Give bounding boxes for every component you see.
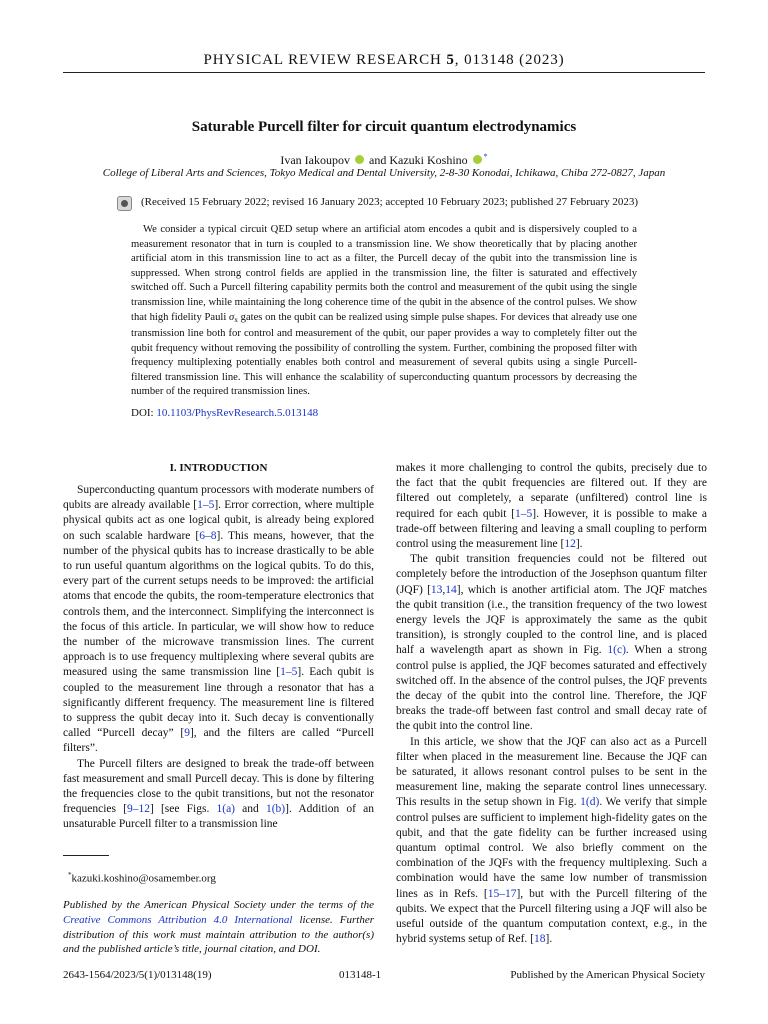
paragraph: In this article, we show that the JQF can also act as a Purcell filter when placed in the measurement line. Because the JQF can be saturated, it allows resonant control pulses to be sent in the measurement line, making the separate control lines unnecessary. This results in the setup shown in Fig. 1(d). We verify that simple control pulses are sufficient to implement high-fidelity gates on the qubit, and that the gate fidelity can be further increased using quantum optimal control. We also briefly comment on the combination of the JQFs with the frequency multiplexing. Such a combination would have the same low number of transmission lines as in Refs. [15–17], but with the Purcell filtering of the qubits. We expect that the Purcell filtering using a JQF will also be useful outside of the quantum computation context, e.g., in the hybrid systems setup of Ref. [18]. xyxy=(396,735,708,946)
orcid-icon[interactable] xyxy=(355,155,364,164)
citation-link[interactable]: 1(b) xyxy=(265,803,286,816)
doi-line xyxy=(131,407,318,419)
paragraph: The Purcell filters are designed to break the trade-off between fast measurement and small Purcell decay. This is done by filtering the frequencies close to the qubit transitions, but not the resonator frequencies [9–12] [see Figs. 1(a) and 1(b)]. Addition of an unsaturable Purcell filter to a transmission line xyxy=(63,757,374,831)
citation-link[interactable]: 1–5 xyxy=(280,666,298,679)
citation-link[interactable]: 1(a) xyxy=(216,803,236,816)
footnote xyxy=(68,871,216,885)
abstract xyxy=(131,223,637,400)
paragraph: Superconducting quantum processors with moderate numbers of qubits are already available [1–5]. Error correction, where multiple physical qubits act as one logical qubit, is already being explored on such scalable hardware [6–8]. This means, however, that the number of the physical qubits has to increase drastically to be able to run useful quantum algorithms on the logical qubits. To do this, every part of the current setups needs to be improved: the artificial atoms that encode the qubits, the room-temperature electronics that controls them, and the interconnect. Simplifying the interconnect is the focus of this article. In particular, we will show how to reduce the number of the microwave transmission lines. The current approach is to use frequency multiplexing where several qubits are measured using the same transmission line [1–5]. Each qubit is coupled to the measurement line through a resonator that has a significantly different frequency. The measurement line is filtered to suppress the qubit decay into it. Such decay is conventionally called “Purcell decay” [9], and the filters are called “Purcell filters”. xyxy=(63,484,374,755)
citation-link[interactable]: 9 xyxy=(184,727,190,740)
journal-header xyxy=(0,52,768,69)
orcid-icon[interactable] xyxy=(473,155,482,164)
citation-link[interactable]: 9–12 xyxy=(126,803,150,816)
journal-volume: 5 xyxy=(446,52,455,68)
author-name[interactable]: Kazuki Koshino xyxy=(389,153,468,167)
citation-link[interactable]: 13 xyxy=(430,583,443,596)
header-rule xyxy=(63,72,705,73)
sigma-symbol: σ xyxy=(229,311,235,323)
author-name[interactable]: Ivan Iakoupov xyxy=(280,153,350,167)
footnote-mark[interactable]: * xyxy=(483,152,488,161)
author-conjunction: and xyxy=(369,153,387,167)
citation-link[interactable]: 15–17 xyxy=(487,887,517,900)
received-dates: (Received 15 February 2022; revised 16 January 2023; accepted 10 February 2023; published 27 February 2023) xyxy=(141,196,639,208)
citation-link[interactable]: 12 xyxy=(564,538,576,551)
citation-link[interactable]: 1–5 xyxy=(514,507,533,520)
check-for-updates-icon[interactable] xyxy=(117,196,132,211)
paragraph: makes it more challenging to control the qubits, precisely due to the fact that the qubit frequencies are filtered out. If they are filtered out completely, a separate (unfiltered) control line is required for each qubit [1–5]. However, it is possible to make a trade-off between filtering and leaving a small coupling to perform control using the measurement line [12]. xyxy=(396,462,707,551)
section-heading: I. INTRODUCTION xyxy=(169,462,268,474)
paragraph: The qubit transition frequencies could not be filtered out completely before the introduction of the Josephson quantum filter (JQF) [13,14], which is another artificial atom. The JQF matches the qubit transition (i.e., the transition frequency of the two lowest energy levels the JQF is approximately the same as the qubit transition), is strongly coupled to the control line, and is placed half a wavelength apart as shown in Fig. 1(c). When a strong control pulse is applied, the JQF becomes saturated and effectively switched off. In the absence of the control pulses, the JQF prevents the decay of the qubit into the control line. Therefore, the JQF breaks the trade-off between fast control and small decay rate of the qubit into the control line. xyxy=(396,553,707,733)
citation-link[interactable]: 1(c) xyxy=(607,644,626,657)
left-column xyxy=(63,461,374,833)
citation-link[interactable]: 18 xyxy=(533,933,546,946)
citation-link[interactable]: 6–8 xyxy=(199,529,217,542)
abstract-text: gates on the qubit can be realized using simple pulse shapes. For devices that already use one transmission line both for control and measurement of the qubit, our paper provides a way to completely filter out the qubit frequency without removing the possibility of controlling the system. Further, combining the proposed filter with frequency multiplexing potentially enables both control and measurement of several qubits using a single Purcell-filtered transmission line. This will enhance the scalability of superconducting quantum processors by decreasing the number of the required transmission lines. xyxy=(131,311,637,398)
citation-link[interactable]: Creative Commons Attribution 4.0 International xyxy=(63,913,293,926)
footer-publisher: Published by the American Physical Society xyxy=(510,969,705,981)
footer-issn: 2643-1564/2023/5(1)/013148(19) xyxy=(63,969,212,981)
license-statement: Published by the American Physical Society under the terms of the Creative Commons Attribution 4.0 International license. Further distribution of this work must maintain attribution to the author(s) and the published article’s title, journal citation, and DOI. xyxy=(63,899,375,956)
footer-page-number: 013148-1 xyxy=(339,969,382,981)
doi-label: DOI: xyxy=(131,407,154,419)
abstract-text: We consider a typical circuit QED setup where an artificial atom encodes a qubit and is dispersively coupled to a measurement resonator that in turn is coupled to a transmission line. We show theoretically that by placing another artificial atom in this transmission line to act as a filter, the Purcell decay of the qubit into the transmission line is suppressed. When strong control fields are applied in the transmission line, the filter is saturated and effectively switched off. Such a Purcell filtering capability permits both the control and measurement of the qubit using the single transmission line, while maintaining the long coherence time of the qubit in the absence of the control pulses. We show that high fidelity Pauli xyxy=(131,224,637,323)
sigma-subscript: x xyxy=(234,314,238,324)
paper-title: Saturable Purcell filter for circuit quantum electrodynamics xyxy=(191,119,577,135)
right-column xyxy=(396,461,707,948)
citation-link[interactable]: 1–5 xyxy=(197,499,215,512)
affiliation: College of Liberal Arts and Sciences, Tokyo Medical and Dental University, 2-8-30 Konodai, Ichikawa, Chiba 272-0827, Japan xyxy=(102,167,666,179)
citation-link[interactable]: 14 xyxy=(445,583,457,596)
footnote-rule xyxy=(63,855,109,856)
footnote-mark: * xyxy=(68,871,72,879)
citation-link[interactable]: 1(d) xyxy=(580,796,600,809)
author-list xyxy=(0,152,768,168)
journal-name: PHYSICAL REVIEW RESEARCH xyxy=(203,52,442,68)
doi-link[interactable]: 10.1103/PhysRevResearch.5.013148 xyxy=(156,407,319,419)
footnote-email: kazuki.koshino@osamember.org xyxy=(71,872,216,885)
article-number: , 013148 (2023) xyxy=(454,52,565,68)
